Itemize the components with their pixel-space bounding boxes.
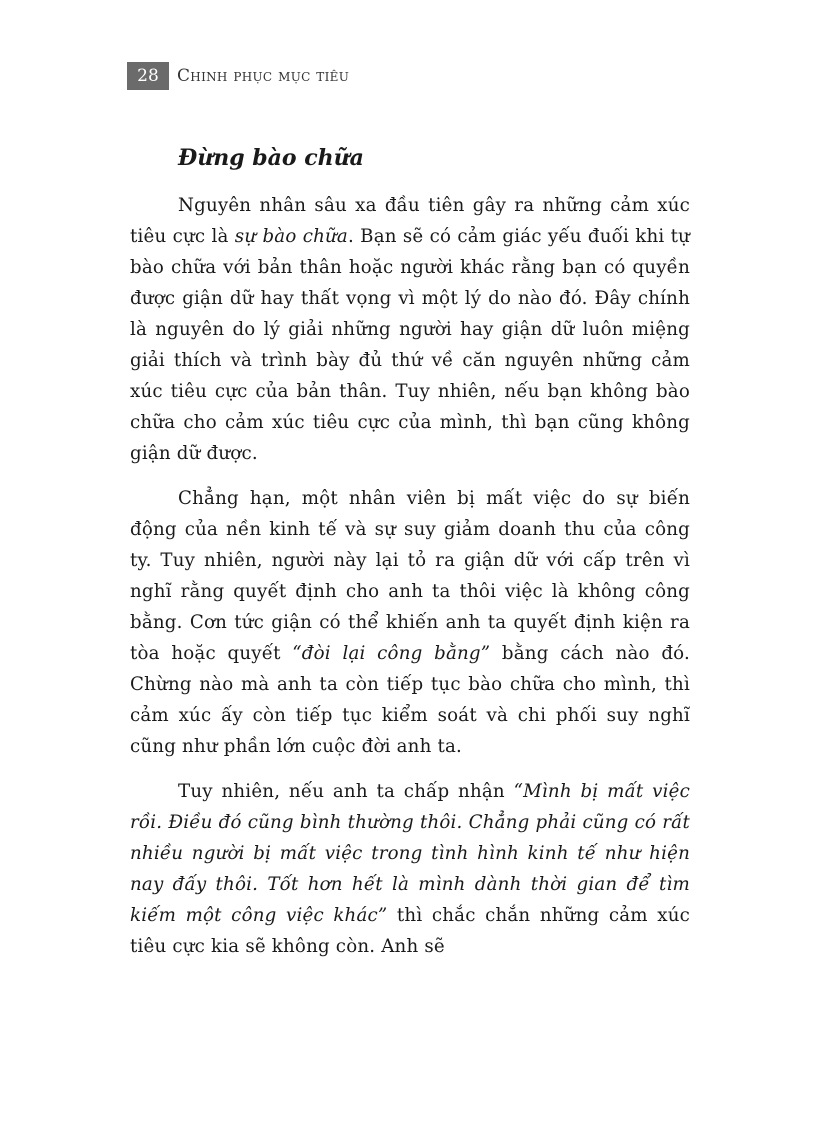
paragraph-2-text-a: Chẳng hạn, một nhân viên bị mất việc do sự biến động của nền kinh tế và sự suy giảm doanh thu của công ty. Tuy nhiên, người này lại tỏ ra giận dữ với cấp trên vì nghĩ rằng quyết định cho anh ta thôi việc là không công bằng. Cơn tức giận có thể khiến anh ta quyết định kiện ra tòa hoặc quyết	[130, 488, 690, 664]
paragraph-3	[130, 776, 690, 962]
book-title: Chinh phục mục tiêu	[177, 66, 350, 86]
paragraph-2	[130, 483, 690, 762]
paragraph-1-text-c: . Bạn sẽ có cảm giác yếu đuối khi tự bào chữa với bản thân hoặc người khác rằng bạn có quyền được giận dữ hay thất vọng vì một lý do nào đó. Đây chính là nguyên do lý giải những người hay giận dữ luôn miệng giải thích và trình bày đủ thứ về căn nguyên những cảm xúc tiêu cực của bản thân. Tuy nhiên, nếu bạn không bào chữa cho cảm xúc tiêu cực của mình, thì bạn cũng không giận dữ được.	[130, 226, 691, 464]
paragraph-3-text-c: thì chắc chắn những cảm xúc tiêu cực kia sẽ không còn. Anh sẽ	[130, 905, 690, 957]
paragraph-2-text-c: bằng cách nào đó. Chừng nào mà anh ta còn tiếp tục bào chữa cho mình, thì cảm xúc ấy còn tiếp tục kiểm soát và chi phối suy nghĩ cũng như phần lớn cuộc đời anh ta.	[130, 643, 690, 757]
section-title: Đừng bào chữa	[178, 145, 364, 171]
paragraph-2-emphasis: “đòi lại công bằng”	[292, 643, 491, 664]
paragraph-3-emphasis: “Mình bị mất việc rồi. Điều đó cũng bình thường thôi. Chẳng phải cũng có rất nhiều người bị mất việc trong tình hình kinh tế như hiện nay đấy thôi. Tốt hơn hết là mình dành thời gian để tìm kiếm một công việc khác”	[130, 781, 691, 926]
paragraph-3-text-a: Tuy nhiên, nếu anh ta chấp nhận	[178, 781, 514, 802]
page-number: 28	[127, 62, 169, 90]
page-body	[130, 140, 690, 976]
paragraph-1	[130, 190, 690, 469]
paragraph-1-text-a: Nguyên nhân sâu xa đầu tiên gây ra những cảm xúc tiêu cực là	[130, 195, 690, 247]
paragraph-1-emphasis: sự bào chữa	[234, 226, 348, 247]
running-header	[127, 62, 349, 90]
